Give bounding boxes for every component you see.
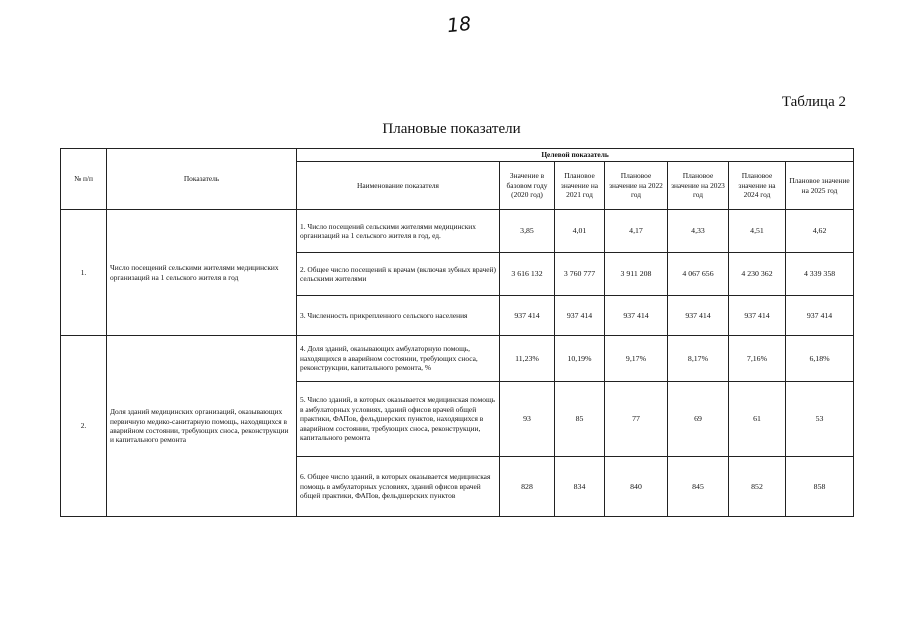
header-plan-2024: Плановое значение на 2024 год: [729, 162, 786, 210]
page-number: 18: [445, 12, 473, 38]
document-title: Плановые показатели: [382, 121, 521, 137]
header-row-top: [61, 149, 854, 162]
table-label: Таблица 2: [781, 94, 846, 110]
group-indicator: Число посещений сельскими жителями медицинских организаций на 1 сельского жителя в год: [107, 210, 297, 336]
indicator-name: 3. Численность прикрепленного сельского населения: [297, 296, 500, 336]
indicator-name: 6. Общее число зданий, в которых оказывается медицинская помощь в амбулаторных условиях, зданий офисов врачей общей практики, ФАПов, фельдшерских пунктов: [297, 457, 500, 517]
group-number: 2.: [61, 336, 107, 517]
header-plan-2021: Плановое значение на 2021 год: [555, 162, 605, 210]
table-row: [61, 336, 854, 382]
value-2024: 61: [729, 382, 786, 457]
value-2023: 937 414: [668, 296, 729, 336]
value-2024: 852: [729, 457, 786, 517]
value-2025: 937 414: [786, 296, 854, 336]
indicator-name: 4. Доля зданий, оказывающих амбулаторную помощь, находящихся в аварийном состоянии, требующих сноса, реконструкции, капитального ремонта, %: [297, 336, 500, 382]
table-row: [61, 210, 854, 253]
header-target-group: Целевой показатель: [297, 149, 854, 162]
value-2023: 69: [668, 382, 729, 457]
value-base: 828: [500, 457, 555, 517]
value-2022: 3 911 208: [605, 253, 668, 296]
group-number: 1.: [61, 210, 107, 336]
value-2025: 4 339 358: [786, 253, 854, 296]
value-2024: 4 230 362: [729, 253, 786, 296]
value-2022: 840: [605, 457, 668, 517]
header-base-2020: Значение в базовом году (2020 год): [500, 162, 555, 210]
header-plan-2023: Плановое значение на 2023 год: [668, 162, 729, 210]
indicator-name: 1. Число посещений сельскими жителями медицинских организаций на 1 сельского жителя в год, ед.: [297, 210, 500, 253]
value-base: 937 414: [500, 296, 555, 336]
value-2022: 9,17%: [605, 336, 668, 382]
value-2025: 858: [786, 457, 854, 517]
header-indicator: Показатель: [107, 149, 297, 210]
value-base: 93: [500, 382, 555, 457]
value-2021: 834: [555, 457, 605, 517]
value-2023: 8,17%: [668, 336, 729, 382]
value-base: 11,23%: [500, 336, 555, 382]
value-2022: 77: [605, 382, 668, 457]
value-2021: 937 414: [555, 296, 605, 336]
header-indicator-name: Наименование показателя: [297, 162, 500, 210]
value-2024: 937 414: [729, 296, 786, 336]
value-2021: 10,19%: [555, 336, 605, 382]
indicator-name: 2. Общее число посещений к врачам (включая зубных врачей) сельскими жителями: [297, 253, 500, 296]
plan-indicators-table: [60, 148, 854, 517]
value-2025: 4,62: [786, 210, 854, 253]
value-2024: 7,16%: [729, 336, 786, 382]
value-2021: 4,01: [555, 210, 605, 253]
value-base: 3,85: [500, 210, 555, 253]
value-2023: 4 067 656: [668, 253, 729, 296]
value-2022: 4,17: [605, 210, 668, 253]
value-2021: 85: [555, 382, 605, 457]
value-2024: 4,51: [729, 210, 786, 253]
header-plan-2022: Плановое значение на 2022 год: [605, 162, 668, 210]
value-2025: 53: [786, 382, 854, 457]
value-2023: 4,33: [668, 210, 729, 253]
group-indicator: Доля зданий медицинских организаций, оказывающих первичную медико-санитарную помощь, находящихся в аварийном состоянии, требующих сноса, реконструкции и капитального ремонта: [107, 336, 297, 517]
header-plan-2025: Плановое значение на 2025 год: [786, 162, 854, 210]
value-base: 3 616 132: [500, 253, 555, 296]
indicator-name: 5. Число зданий, в которых оказывается медицинская помощь в амбулаторных условиях, зданий офисов врачей общей практики, ФАПов, фельдшерских пунктов, находящихся в аварийном состоянии, требующих сноса, реконструкции, капитального ремонта: [297, 382, 500, 457]
value-2021: 3 760 777: [555, 253, 605, 296]
header-num: № п/п: [61, 149, 107, 210]
value-2022: 937 414: [605, 296, 668, 336]
value-2025: 6,18%: [786, 336, 854, 382]
value-2023: 845: [668, 457, 729, 517]
